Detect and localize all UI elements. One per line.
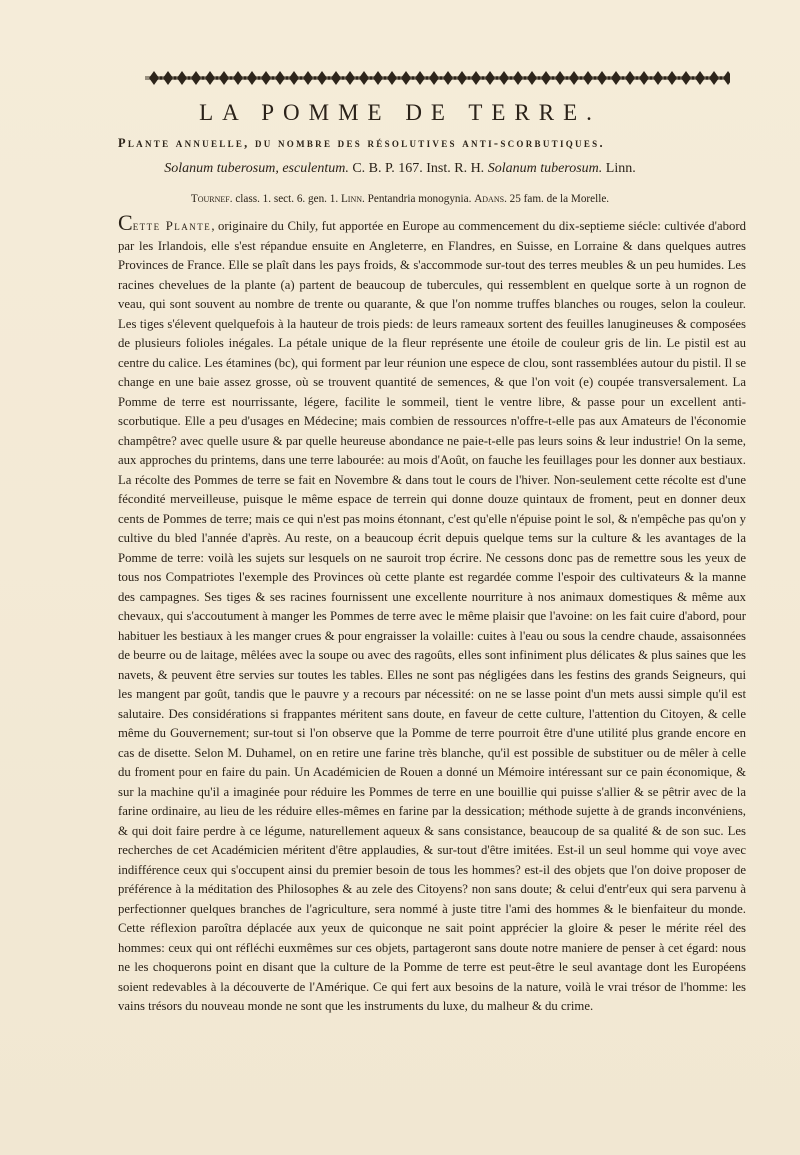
reference-2: Linn. <box>605 161 636 176</box>
reference-1: C. B. P. 167. Inst. R. H. <box>352 161 485 176</box>
latin-name-1: Solanum tuberosum, esculentum. <box>164 161 349 176</box>
tournefort-text: class. 1. sect. 6. gen. 1. <box>235 193 339 205</box>
ornament-band-icon <box>145 67 730 89</box>
decorative-headpiece <box>145 67 730 89</box>
main-text <box>118 210 746 1017</box>
adanson-text: 25 fam. de la Morelle. <box>509 193 610 205</box>
classification-references <box>0 193 800 205</box>
paragraph-text: , originaire du Chily, fut apportée en Europe au commencement du dix-septieme siécle: cultivée d'abord par les Irlandois, elle s'est répandue ensuite en Angleterre, en Flandres, en Suisse, en Lorraine & dans quelques autres Provinces de France. Elle se plaît dans les pays froids, & s'accommode sur-tout des terres meubles & un peu humides. Les racines chevelues de la plante (a) partent de beaucoup de tubercules, qui ressemblent en quelque sorte à un rognon de veau, qui sont souvent au nombre de trente ou quarante, & que l'on nomme truffes blanches ou rouges, selon la couleur. Les tiges s'élevent quelquefois à la hauteur de trois pieds: de leurs rameaux sortent des feuilles lanugineuses & composées de plusieurs folioles inégales. La pétale unique de la fleur représente une étoile de couleur gris de lin. Le pistil est au centre du calice. Les étamines (bc), qui forment par leur réunion une espece de clou, sont rassemblées autour du pistil. Il se change en une baie assez grosse, où se trouvent quantité de semences, & que l'on voit (e) coupée transversalement. La Pomme de terre est nourrissante, légere, facilite le sommeil, tient le ventre libre, & passe pour un excellent anti-scorbutique. Elle a peu d'usages en Médecine; mais combien de ressources n'offre-t-elle pas aux Amateurs de l'économie champêtre? avec quelle usure & par quelle heureuse abondance ne paie-t-elle pas leurs soins & leur industrie! On la seme, aux approches du printems, dans une terre labourée: au mois d'Août, on fauche les feuillages pour les donner aux bestiaux. La récolte des Pommes de terre se fait en Novembre & dans tout le cours de l'hiver. Non-seulement cette récolte est d'une fécondité merveilleuse, puisque le même espace de terrein qui donne douze quintaux de froment, peut en donner deux cents de Pommes de terre; mais ce qui n'est pas moins étonnant, c'est qu'elle n'épuise point le sol, & n'empêche pas qu'on y cultive du bled l'année d'après. Au reste, on a beaucoup écrit depuis quelque tems sur la culture & les avantages de la Pomme de terre: voilà les sujets sur lesquels on ne sauroit trop écrire. Ne cessons donc pas de remettre sous les yeux de tous nos Compatriotes l'exemple des Provinces où cette plante est regardée comme l'espoir des cultivateurs & la manne des campagnes. Ses tiges & ses racines fournissent une excellente nourriture à nos animaux domestiques & même aux chevaux, qui s'accoutument à manger les Pommes de terre avec le même plaisir que l'avoine: on les fait cuire d'abord, pour habituer les bestiaux à les manger crues & pour engraisser la volaille: cuites à l'eau ou sous la cendre chaude, assaisonnées de beurre ou de laitage, mêlées avec la soupe ou avec des ragoûts, elles sont infiniment plus délicates & plus saines que les navets, & peuvent être servies sur toutes les tables. Elles ne sont pas négligées dans les festins des grands Seigneurs, qui les mangent par goût, tandis que le pauvre y a recours par nécessité: on ne se lasse point d'un mets aussi simple qu'il est salutaire. Des considérations si frappantes méritent sans doute, en faveur de cette culture, l'attention du Citoyen, & celle même du Gouvernement; sur-tout si l'on observe que la Pomme de terre pourroit être d'une utilité plus grande encore en cas de disette. Selon M. Duhamel, on en retire une farine très blanche, qu'il est possible de substituer ou de mêler à celle du froment pour en faire du pain. Un Académicien de Rouen a donné un Mémoire intéressant sur ce pain économique, & sur la machine qu'il a imaginée pour réduire les Pommes de terre en une bouillie qui puisse s'allier & se pêtrir avec de la farine ordinaire, au lieu de les réduire elles-mêmes en farine par la dessication; méthode sujette à de grands inconvéniens, & qui doit faire perdre à ce légume, naturellement aqueux & sans consistance, beaucoup de sa qualité & de son suc. Les recherches de cet Académicien méritent d'être applaudies, & sur-tout d'être imitées. Est-il un seul homme qui voye avec indifférence ceux qui s'occupent ainsi du premier besoin de tous les hommes? est-il des objets que l'on doive proposer de préférence à la méditation des Philosophes & au zele des Citoyens? non sans doute; & celui d'entr'eux qui sera parvenu à perfectionner quelques branches de l'agriculture, sera nommé à juste titre l'ami des hommes & le bienfaiteur du monde. Cette réflexion paroîtra déplacée aux yeux de quiconque ne sait point apprécier la gloire & peser le mérite réel des hommes: ceux qui ont réfléchi euxmêmes sur ces objets, partageront sans doute notre maniere de penser à cet égard: nous ne les choquerons point en disant que la culture de la Pomme de terre est peut-être le seul avantage dont les Européens soient redevables à la découverte de l'Amérique. Ce qui fert aux besoins de la nature, voilà le vrai trésor de l'homme: les vains trésors du nouveau monde ne sont que les instruments du luxe, du malheur & du crime. <box>118 219 746 1013</box>
subtitle: Plante annuelle, du nombre des résolutives anti-scorbutiques. <box>118 136 605 150</box>
latin-name-2: Solanum tuberosum. <box>487 161 603 176</box>
body-paragraph <box>118 210 746 1017</box>
linnaeus-text: Pentandria monogynia. <box>367 193 472 205</box>
opening-words: ette Plante <box>132 219 212 233</box>
drop-cap: C <box>118 210 133 235</box>
page-title: LA POMME DE TERRE. <box>199 100 601 125</box>
botanical-synonyms <box>0 161 800 177</box>
linnaeus-label: Linn. <box>340 193 365 205</box>
tournefort-label: Tournef. <box>190 193 233 205</box>
adanson-label: Adans. <box>474 193 507 205</box>
